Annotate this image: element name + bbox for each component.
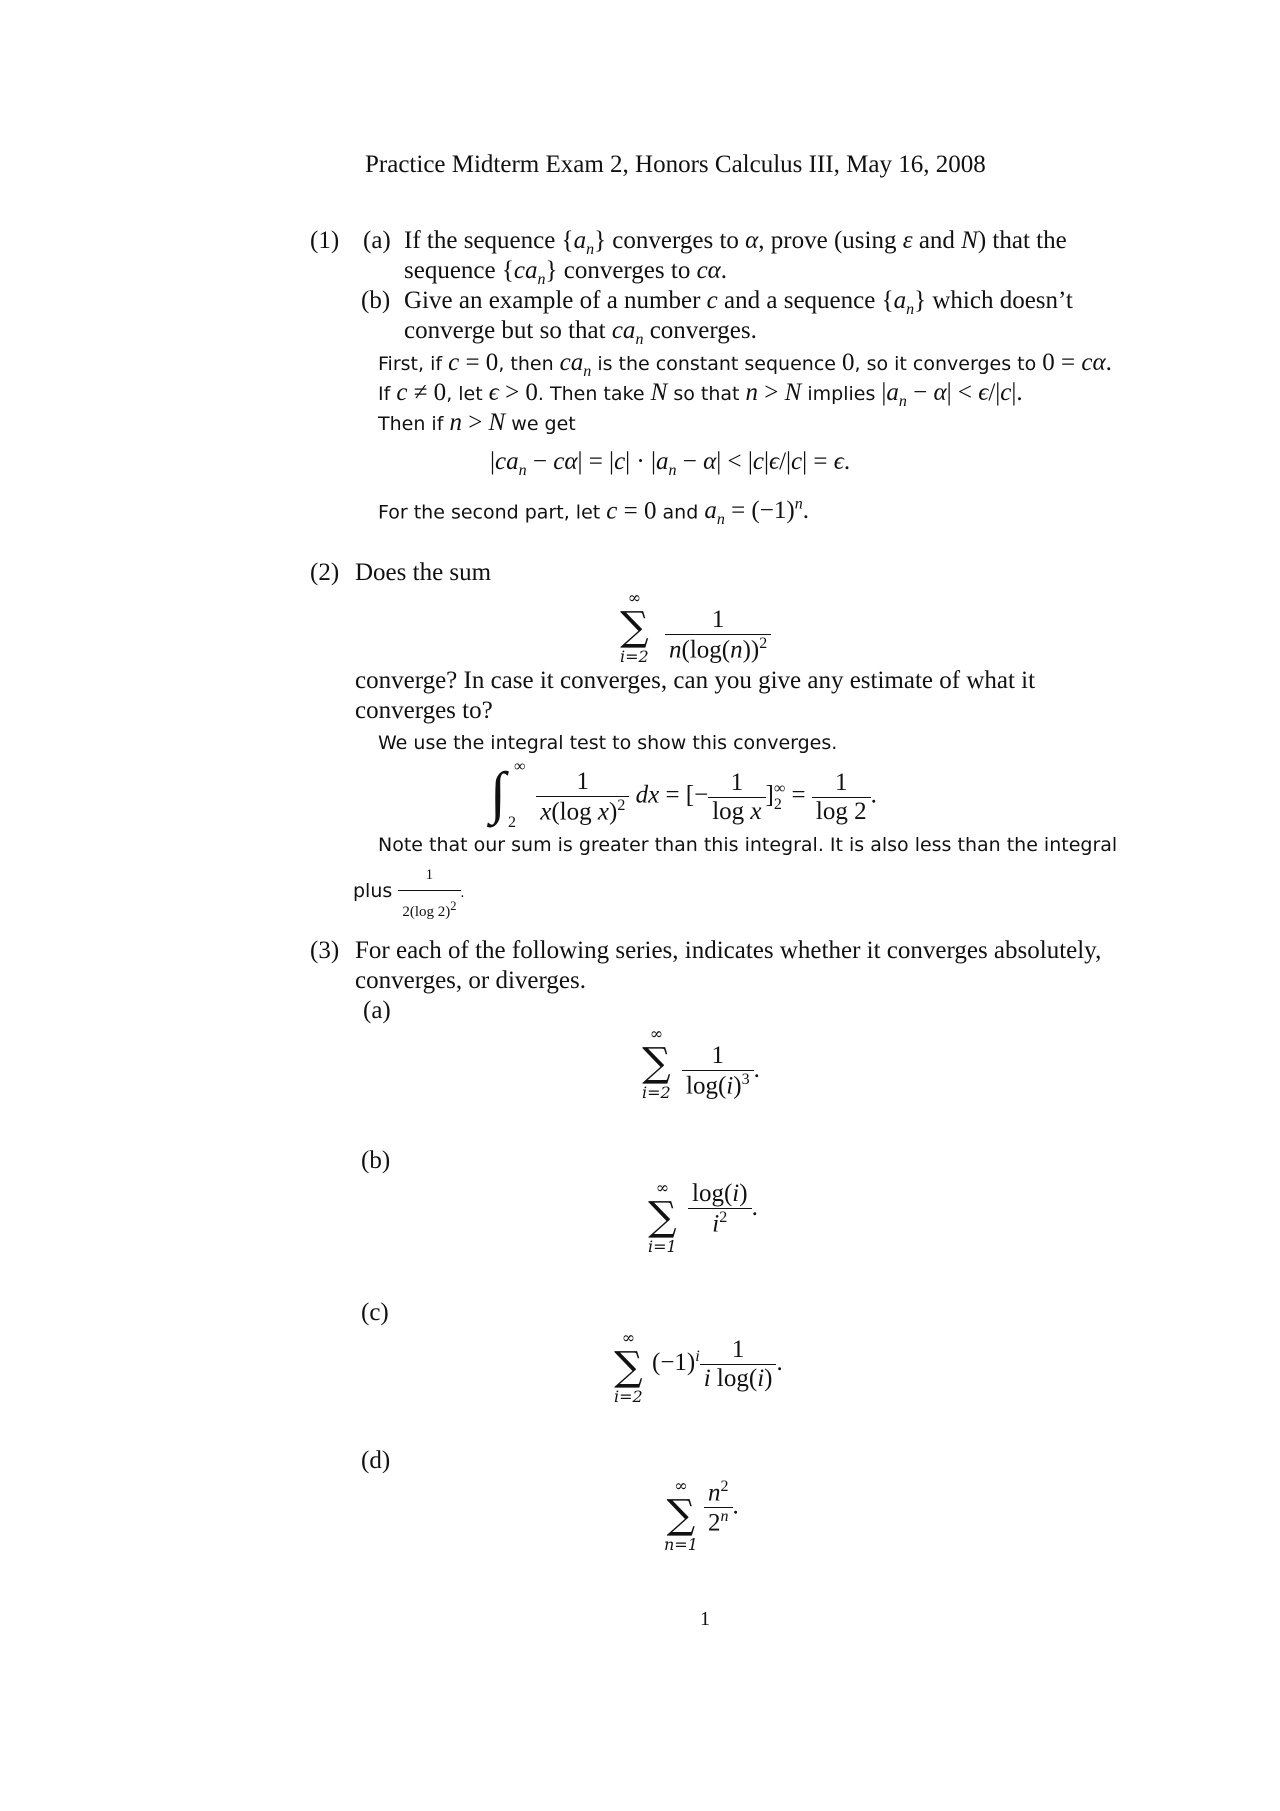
q2-integral-equation: ∫ ∞ 2 $\frac{1}{x(\log x)^2}$ dx = [− $\frac{1}{\text{log x}}$ ]∞ 2 = $\frac{1}{\log 2}$ . (490, 758, 877, 831)
q1-a-label: (a) (363, 227, 391, 254)
q3-d-fraction: $\frac{n^2}{2^n}$ . (704, 1478, 739, 1538)
q3-intro-line1: For each of the following series, indicates whether it converges absolutely, (355, 937, 1102, 964)
q1-a-line2: sequence $\{ca_n\}$ converges to cα. (404, 257, 728, 288)
q1-answer-line2: If c ≠ 0, let ϵ > 0. Then take N so that n > N implies $|a_n - \alpha| < \epsilon/|c|$. (378, 379, 1023, 410)
q1-b-line2: converge but so that $ca_n$ converges. (404, 317, 757, 348)
q3-a-sigma: ∞ ∑ i=2 (642, 1024, 671, 1102)
q1-answer-line4: For the second part, let c = 0 and $a_n = (-1)^n$. (378, 496, 809, 529)
q1-a-line1: If the sequence $\{a_n\}$ converges to α, prove (using ε and N) that the (404, 227, 1067, 258)
q3-c-sigma: ∞ ∑ i=2 (614, 1328, 643, 1406)
q3-d-sigma: ∞ ∑ n=1 (664, 1476, 698, 1554)
q3-number: (3) (310, 937, 340, 964)
q1-display-equation: $|ca_n - c\alpha| = |c| \cdot |a_n - \alpha| < |c|\epsilon/|c| = \epsilon$. (490, 448, 851, 479)
q2-after-line1: converge? In case it converges, can you give any estimate of what it (355, 667, 1036, 694)
q1-answer-line3: Then if n > N we get (378, 409, 576, 436)
q2-intro: Does the sum (355, 559, 492, 586)
page-title: Practice Midterm Exam 2, Honors Calculus III, May 16, 2008 (365, 151, 986, 178)
q1-b-label: (b) (361, 287, 391, 314)
q3-part-c-label: (c) (361, 1299, 389, 1326)
q2-sum-sigma: ∞ ∑ i=2 (620, 588, 649, 666)
q2-answer-line2: Note that our sum is greater than this integral. It is also less than the integral (378, 834, 1118, 856)
q1-answer-line1: First, if c = 0, then $ca_n$ is the constant sequence 0, so it converges to 0 = cα. (378, 349, 1112, 380)
q2-after-line2: converges to? (355, 697, 493, 724)
q2-answer-line3: plus $\frac{1}{2(\log 2)^2}$ . (353, 860, 464, 927)
q3-b-fraction: $\frac{\log(i)}{i^2}$ . (688, 1180, 758, 1238)
q3-b-sigma: ∞ ∑ i=1 (648, 1178, 677, 1256)
q3-part-b-label: (b) (361, 1147, 391, 1174)
q3-part-d-label: (d) (361, 1447, 391, 1474)
q2-sum-fraction: $\frac{1}{n(\log(n))^2}$ (665, 606, 771, 664)
q2-number: (2) (310, 559, 340, 586)
q2-answer-line1: We use the integral test to show this converges. (378, 732, 838, 754)
q1-number: (1) (310, 227, 340, 254)
q3-part-a-label: (a) (363, 997, 391, 1024)
q3-c-expression: $(-1)^i$ $\frac{1}{\text{i log(i)}}$ . (652, 1336, 783, 1392)
page-number: 1 (700, 1608, 710, 1630)
q3-intro-line2: converges, or diverges. (355, 967, 586, 994)
q3-a-fraction: $\frac{1}{\log(i)^3}$ . (682, 1042, 760, 1100)
q1-b-line1: Give an example of a number c and a sequence $\{a_n\}$ which doesn’t (404, 287, 1073, 318)
